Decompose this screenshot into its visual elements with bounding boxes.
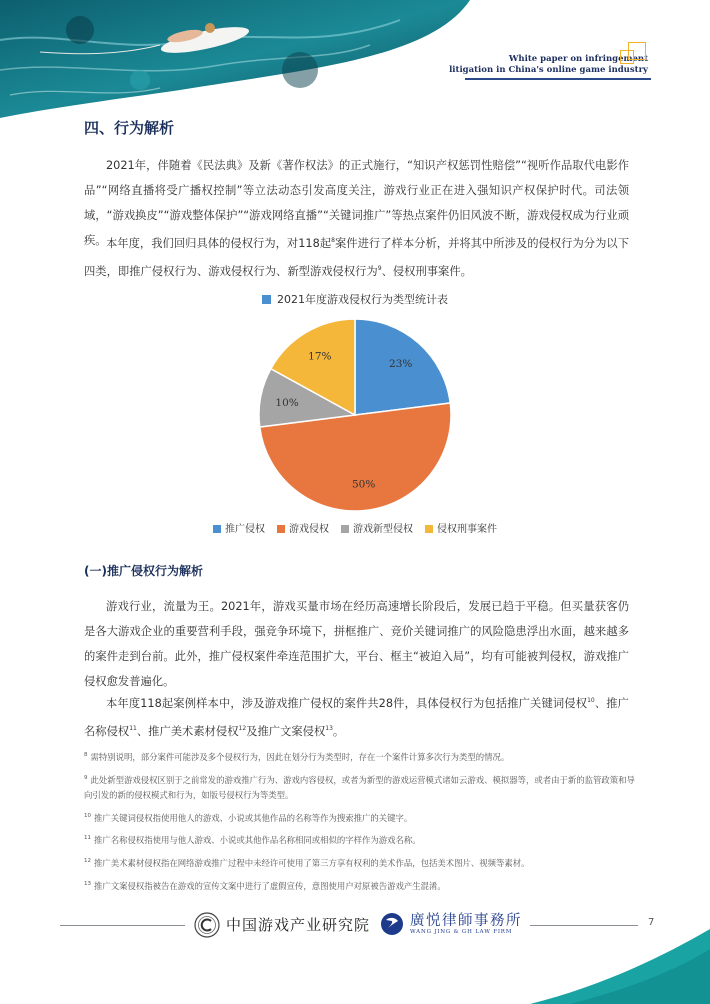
footnote-ref-9: 9: [377, 264, 382, 272]
chart-legend: [0, 520, 710, 535]
legend-label: 游戏侵权: [289, 524, 329, 535]
law-firm-logo-icon: [380, 912, 404, 936]
header-title-line1: White paper on infringement: [508, 54, 648, 64]
legend-item-0: [213, 520, 265, 535]
decor-square-2: [620, 50, 634, 64]
footer-rule-right: [530, 925, 638, 926]
footnote-ref-11: 11: [129, 724, 137, 732]
page-number: 7: [648, 917, 655, 928]
footnote: $^{12}$ 推广美术素材侵权指在网络游戏推广过程中未经许可使用了第三方享有权利的美术作品，包括美术图片、视频等素材。: [84, 857, 530, 868]
paragraph-4: 本年度118起案例样本中，涉及游戏推广侵权的案件共28件，具体侵权行为包括推广关键词侵权$^{10}$、推广名称侵权$^{11}$、推广美术素材侵权$^{12}$及推广文案侵权$^{13}$。: [84, 696, 629, 738]
header-title-line2: litigation in China's online game industry: [449, 65, 648, 75]
footnote: $^{13}$ 推广文案侵权指被告在游戏的宣传文案中进行了虚假宣传，意图使用户对原被告游戏产生混淆。: [84, 880, 446, 891]
header-title: [448, 54, 648, 76]
section-title: 四、行为解析: [84, 119, 175, 137]
chart-title: 2021年度游戏侵权行为类型统计表: [0, 291, 710, 307]
subsection-title: (一)推广侵权行为解析: [84, 564, 203, 578]
footer-org-2-en: WANG JING & GH LAW FIRM: [410, 929, 513, 935]
legend-swatch: [425, 525, 433, 533]
pie-chart: [250, 310, 460, 520]
footer-org-1: 中国游戏产业研究院: [226, 916, 371, 934]
legend-item-2: [341, 520, 413, 535]
paragraph-2: 本年度，我们回归具体的侵权行为，对118起$^8$案件进行了样本分析，并将其中所涉及的侵权行为分为以下四类，即推广侵权行为、游戏侵权行为、新型游戏侵权行为$^9$、侵权刑事案件。: [84, 236, 629, 278]
cgiri-logo-icon: [194, 912, 220, 938]
footnote: $^{11}$ 推广名称侵权指使用与他人游戏、小说或其他作品名称相同或相似的字样作为游戏名称。: [84, 835, 421, 846]
pie-label-3: 17%: [308, 350, 332, 363]
footnote: $^{10}$ 推广关键词侵权指使用他人的游戏、小说或其他作品的名称等作为搜索推广的关键字。: [84, 812, 413, 823]
legend-label: 侵权刑事案件: [437, 524, 497, 535]
pie-label-0: 23%: [389, 358, 413, 371]
footer-org-2: 廣悦律師事務所: [410, 913, 522, 929]
footnote-ref-10: 10: [587, 697, 595, 704]
footnote: $^9$ 此处新型游戏侵权区别于之前常发的游戏推广行为、游戏内容侵权，或者为新型的游戏运营模式诸如云游戏、模拟器等，或者由于新的监管政策和导向引发的新的侵权模式和行为，如版号侵权行为等类型。: [84, 774, 635, 800]
footnotes: [84, 748, 636, 900]
legend-swatch: [277, 525, 285, 533]
legend-swatch: [341, 525, 349, 533]
footnote-ref-12: 12: [238, 724, 247, 732]
footnote-ref-8: 8: [331, 237, 335, 244]
paragraph-1: 2021年，伴随着《民法典》及新《著作权法》的正式施行，“知识产权惩罚性赔偿”“视听作品取代电影作品”“网络直播将受广播权控制”等立法动态引发高度关注，游戏行业正在进入强知识产权保护时代。司法领域，“游戏换皮”“游戏整体保护”“游戏网络直播”“关键词推广”等热点案件仍旧风波不断，游戏侵权成为行业顽疾。: [84, 159, 629, 247]
legend-label: 推广侵权: [225, 524, 265, 535]
chart-title-swatch: [262, 295, 271, 304]
legend-label: 游戏新型侵权: [353, 524, 413, 535]
pie-label-1: 50%: [351, 478, 376, 491]
header-rule: [465, 78, 651, 80]
footnote: $^8$ 需特别说明，部分案件可能涉及多个侵权行为，因此在划分行为类型时，存在一个案件计算多次行为类型的情况。: [84, 751, 510, 762]
paragraph-3: 游戏行业，流量为王。2021年，游戏买量市场在经历高速增长阶段后，发展已趋于平稳。但买量获客仍是各大游戏企业的重要营利手段，强竞争环境下，拼框推广、竞价关键词推广的风险隐患浮出水面，越来越多的案件走到台前。此外，推广侵权案件牵连范围扩大，平台、框主“被迫入局”，均有可能被判侵权，游戏推广侵权愈发普遍化。: [84, 600, 629, 688]
legend-item-1: [277, 520, 329, 535]
legend-item-3: [425, 520, 497, 535]
header-photo: [0, 0, 470, 120]
corner-decoration: [530, 929, 710, 1004]
legend-swatch: [213, 525, 221, 533]
footer-rule-left: [60, 925, 185, 926]
pie-label-2: 10%: [275, 397, 299, 410]
footnote-ref-13: 13: [325, 724, 333, 732]
